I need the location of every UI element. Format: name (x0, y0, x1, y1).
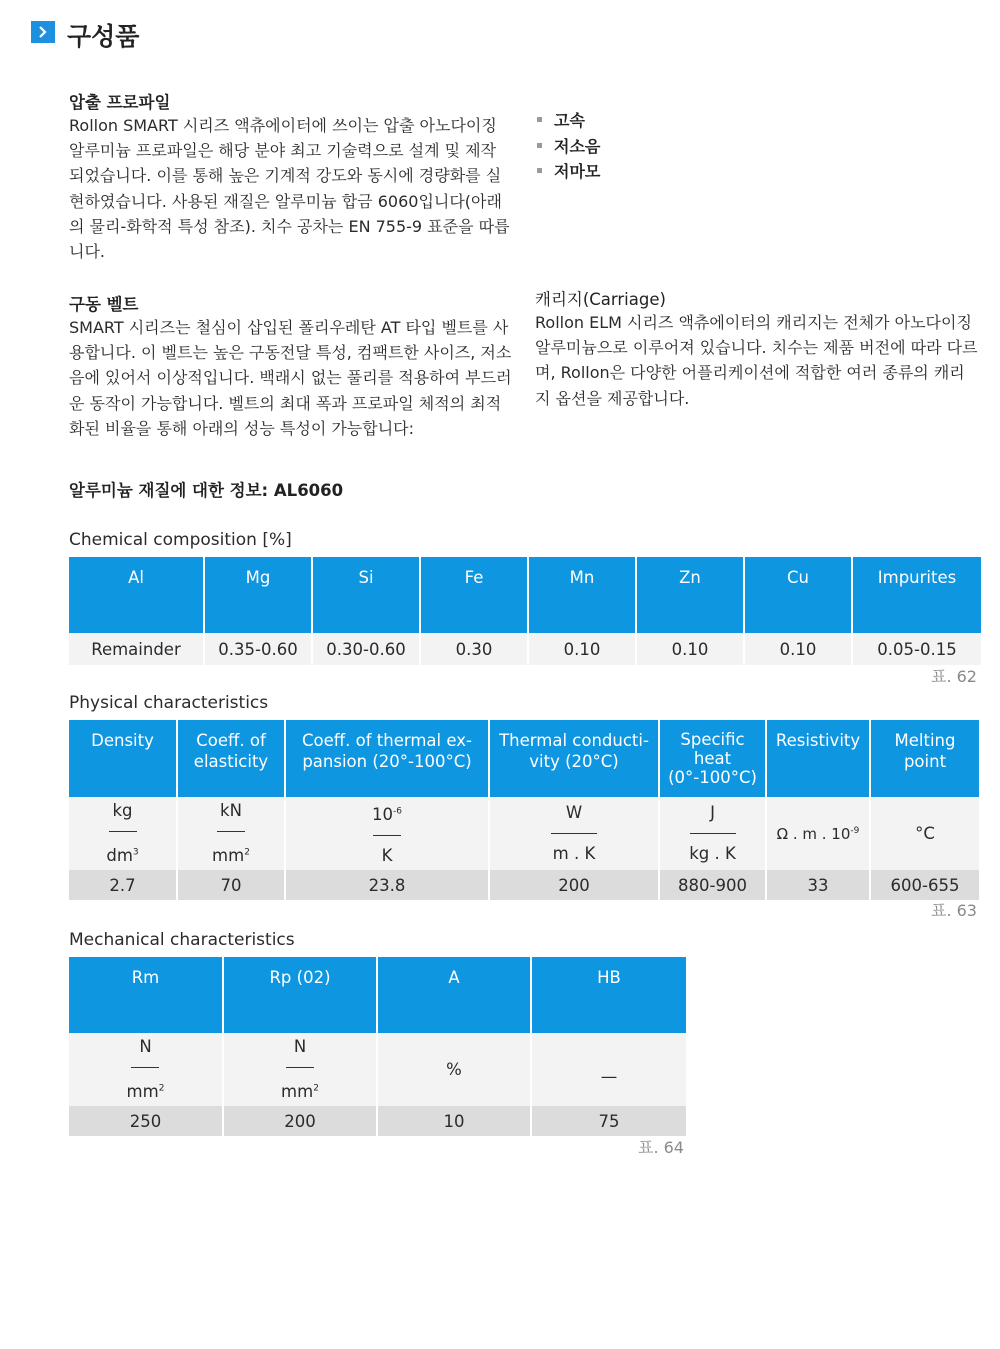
physical-label: Physical characteristics (69, 693, 269, 713)
carriage-title: 캐리지(Carriage) (535, 290, 666, 309)
text-line: 의 물리-화학적 특성 참조). 치수 공차는 EN 755-9 표준을 따릅 (69, 216, 510, 236)
text-line: 니다. (69, 242, 105, 262)
belt-text (69, 315, 519, 441)
text-line: 용합니다. 이 벨트는 높은 구동전달 특성, 컴팩트한 사이즈, 저소 (69, 343, 512, 363)
mechanical-label: Mechanical characteristics (69, 930, 295, 950)
text-line: 되었습니다. 이를 통해 높은 기계적 강도와 동시에 경량화를 실 (69, 166, 502, 186)
col-header: Cu (745, 557, 851, 633)
table-cell: 880-900 (660, 870, 765, 900)
belt-title: 구동 벨트 (69, 295, 139, 314)
list-item: 고속 (537, 108, 600, 134)
feature-list (537, 108, 600, 185)
unit-row (69, 797, 979, 870)
text-line: 알루미늄으로 이루어져 있습니다. 치수는 제품 버전에 따라 다르 (535, 338, 978, 358)
text-line: SMART 시리즈는 철심이 삽입된 폴리우레탄 AT 타입 벨트를 사 (69, 318, 509, 337)
col-header: A (378, 957, 530, 1033)
col-header: Zn (637, 557, 743, 633)
col-header: Si (313, 557, 419, 633)
table-cell: 2.7 (69, 870, 176, 900)
list-item: 저소음 (537, 134, 600, 160)
col-header: Impurites (853, 557, 981, 633)
col-header: Resistivity (767, 720, 869, 797)
bullet-icon (537, 168, 542, 173)
unit-cell: $\frac{10^{-6}}{K}$ (286, 797, 488, 870)
table-cell: 23.8 (286, 870, 488, 900)
table-ref: 표. 64 (638, 1138, 684, 1157)
unit-cell: °C (871, 797, 979, 870)
mechanical-table (67, 957, 688, 1136)
col-header: Density (69, 720, 176, 797)
unit-cell: — (532, 1033, 686, 1106)
unit-cell: $\frac{J}{kg . K}$ (660, 797, 765, 870)
table-cell: 0.05-0.15 (853, 633, 981, 665)
unit-cell: $\frac{N}{mm^2}$ (224, 1033, 376, 1106)
text-line: 알루미늄 프로파일은 해당 분야 최고 기술력으로 설계 및 제작 (69, 141, 497, 161)
col-header: Rm (69, 957, 222, 1033)
text-line: 음에 있어서 이상적입니다. 백래시 없는 풀리를 적용하여 부드러 (69, 368, 512, 388)
table-cell: 600-655 (871, 870, 979, 900)
col-header: Fe (421, 557, 527, 633)
table-cell: 0.30-0.60 (313, 633, 419, 665)
table-cell: 0.10 (637, 633, 743, 665)
unit-cell: $\frac{N}{mm^2}$ (69, 1033, 222, 1106)
carriage-text (535, 310, 985, 411)
col-header: Rp (02) (224, 957, 376, 1033)
table-cell: 250 (69, 1106, 222, 1136)
table-cell: 10 (378, 1106, 530, 1136)
table-cell: 0.30 (421, 633, 527, 665)
col-header: Coeff. of thermal ex- pansion (20°-100°C) (286, 720, 488, 797)
table-cell: 200 (224, 1106, 376, 1136)
col-header: Coeff. of elasticity (178, 720, 284, 797)
text-line: Rollon ELM 시리즈 액츄에이터의 캐리지는 전체가 아노다이징 (535, 313, 972, 332)
chemical-table (67, 557, 983, 665)
table-cell: 70 (178, 870, 284, 900)
physical-table (67, 720, 981, 900)
col-header: HB (532, 957, 686, 1033)
col-header: Al (69, 557, 203, 633)
col-header: Mn (529, 557, 635, 633)
text-line: 운 동작이 가능합니다. 벨트의 최대 폭과 프로파일 체적의 최적 (69, 393, 502, 413)
chevron-right-icon (31, 21, 55, 43)
table-cell: 75 (532, 1106, 686, 1136)
col-header: Mg (205, 557, 311, 633)
unit-row (69, 1033, 686, 1106)
bullet-icon (537, 117, 542, 122)
text-line: Rollon SMART 시리즈 액츄에이터에 쓰이는 압출 아노다이징 (69, 116, 497, 135)
text-line: 화된 비율을 통해 아래의 성능 특성이 가능합니다: (69, 418, 415, 438)
text-line: 지 옵션을 제공합니다. (535, 388, 690, 408)
table-row (69, 1106, 686, 1136)
extrusion-title: 압출 프로파일 (69, 93, 171, 112)
col-header: Melting point (871, 720, 979, 797)
list-item: 저마모 (537, 159, 600, 185)
material-title: 알루미늄 재질에 대한 정보: AL6060 (69, 481, 344, 500)
unit-cell: Ω . m . $10^{-9}$ (767, 797, 869, 870)
unit-cell: % (378, 1033, 530, 1106)
col-header: Specific heat (0°-100°C) (660, 720, 765, 797)
extrusion-text (69, 113, 519, 264)
col-header: Thermal conducti- vity (20°C) (490, 720, 658, 797)
table-ref: 표. 63 (931, 901, 977, 920)
text-line: 며, Rollon은 다양한 어플리케이션에 적합한 여러 종류의 캐리 (535, 363, 965, 383)
unit-cell: $\frac{kN}{mm^2}$ (178, 797, 284, 870)
table-ref: 표. 62 (931, 667, 977, 686)
chemical-label: Chemical composition [%] (69, 530, 292, 550)
table-row (69, 870, 979, 900)
unit-cell: $\frac{kg}{dm^3}$ (69, 797, 176, 870)
table-cell: 0.35-0.60 (205, 633, 311, 665)
table-cell: 0.10 (745, 633, 851, 665)
table-cell: 33 (767, 870, 869, 900)
table-cell: Remainder (69, 633, 203, 665)
bullet-icon (537, 143, 542, 148)
table-row (69, 633, 981, 665)
table-cell: 200 (490, 870, 658, 900)
unit-cell: $\frac{W}{m . K}$ (490, 797, 658, 870)
page-title: 구성품 (67, 22, 140, 51)
text-line: 현하였습니다. 사용된 재질은 알루미늄 합금 6060입니다(아래 (69, 191, 502, 211)
table-cell: 0.10 (529, 633, 635, 665)
